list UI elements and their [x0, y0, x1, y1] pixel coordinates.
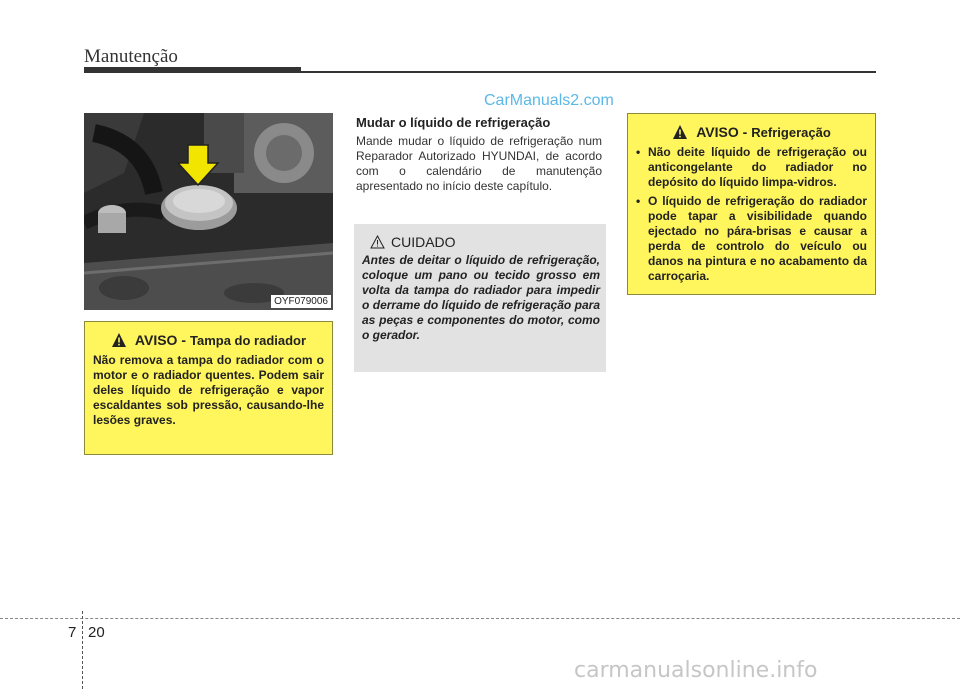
watermark-bottom: carmanualsonline.info — [574, 658, 818, 683]
warning-subtitle: Refrigeração — [751, 124, 831, 140]
warning-list-item: • O líquido de refrigeração do radiador pode tapar a visibilidade quando ejectado no pára-brisas e causar a perda de controlo do veículo ou danos na pintura e no acabamento da carroçaria. — [636, 194, 867, 284]
caution-header — [370, 234, 600, 250]
page-number: 20 — [88, 624, 105, 641]
header-bar — [84, 67, 301, 73]
caution-text: Antes de deitar o líquido de refrigeração, coloque um pano ou tecido grosso em volta da tampa do radiador para impedir o derrame do líquido de refrigeração para as peças e componentes do motor, como o gerador. — [362, 253, 600, 342]
warning-coolant — [627, 113, 876, 295]
chapter-number: 7 — [68, 624, 77, 641]
warning-text: Não remova a tampa do radiador com o motor e o radiador quentes. Podem sair deles líquido de refrigeração e vapor escaldantes sob pressão, causando-lhe lesões graves. — [93, 353, 324, 427]
photo-code-label: OYF079006 — [271, 295, 331, 308]
page-header-title: Manutenção — [84, 46, 178, 67]
warning-radiator-cap — [84, 321, 333, 455]
footer-rule — [0, 618, 960, 619]
warning-header — [93, 332, 324, 348]
warning-triangle-icon — [672, 124, 688, 140]
footer-divider — [82, 611, 83, 689]
radiator-cap-photo — [84, 113, 333, 310]
header-rule — [301, 71, 876, 73]
section-body: Mande mudar o líquido de refrigeração num Reparador Autorizado HYUNDAI, de acordo com o calendário de manutenção apresentado no início deste capítulo. — [356, 134, 602, 193]
warning-label: AVISO - — [134, 332, 186, 348]
warning-subtitle: Tampa do radiador — [190, 332, 307, 348]
section-title: Mudar o líquido de refrigeração — [356, 115, 551, 130]
caution-triangle-icon — [370, 235, 385, 249]
engine-bay-illustration — [84, 113, 333, 310]
warning-list — [636, 145, 867, 284]
warning-header — [636, 124, 867, 140]
watermark-top: CarManuals2.com — [484, 92, 614, 109]
warning-label: AVISO - — [696, 124, 748, 140]
warning-triangle-icon — [111, 332, 127, 348]
caution-box — [354, 224, 606, 372]
caution-label: CUIDADO — [391, 234, 456, 250]
warning-list-item: • Não deite líquido de refrigeração ou anticongelante do radiador no depósito do líquido limpa-vidros. — [636, 145, 867, 190]
